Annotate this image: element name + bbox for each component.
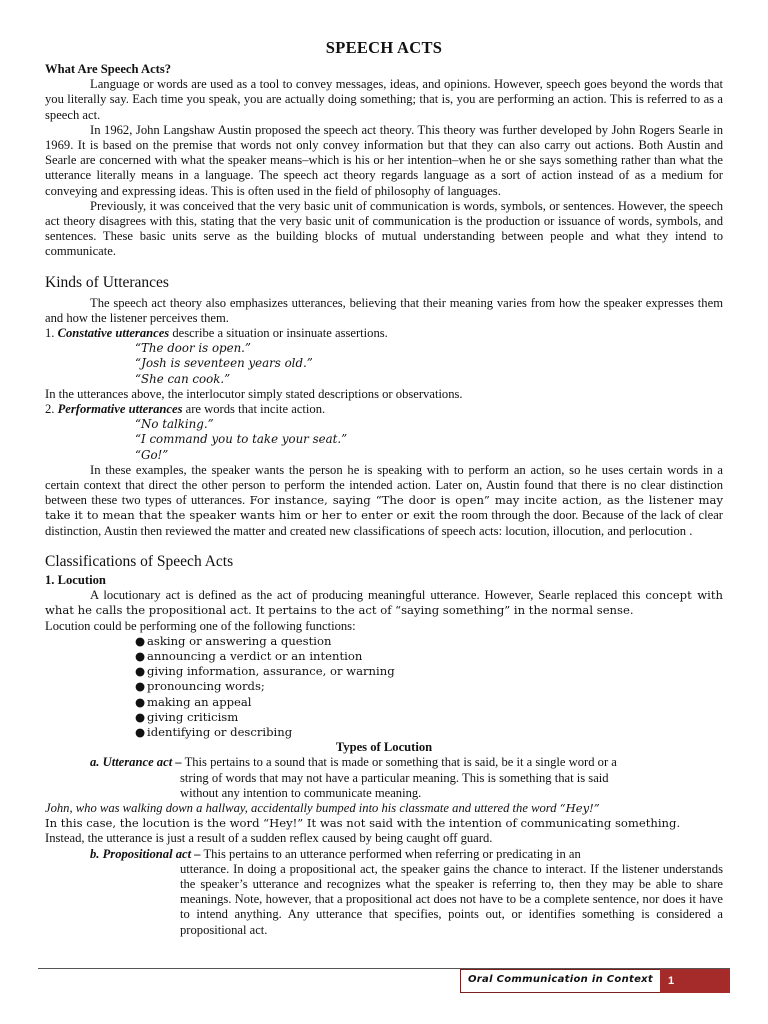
constative-number: 1.: [45, 326, 55, 341]
bullet-icon: ●: [135, 633, 146, 648]
bullet-icon: ●: [135, 679, 146, 694]
utterance-act-example: John, who was walking down a hallway, accidentally bumped into his classmate and uttered the word “Hey!”: [45, 800, 600, 815]
utterance-act-line-1: a. Utterance act – This pertains to a sound that is made or something that is said, be it a single word or a: [90, 755, 617, 770]
performative-description: are words that incite action.: [185, 402, 326, 417]
propositional-act-line-1: b. Propositional act – This pertains to an utterance performed when referring or predicating in an: [90, 846, 581, 861]
page-title: SPEECH ACTS: [325, 38, 443, 57]
list-item: ● identifying or describing: [135, 724, 293, 739]
locution-subheading: 1. Locution: [45, 572, 106, 587]
list-item: ● giving information, assurance, or warning: [135, 664, 395, 679]
propositional-act-body: utterance. In doing a propositional act, the speaker gains the chance to interact. If the listener understands the speaker’s utterance and recognizes what the speaker is referring to, then they may be able to share meanings. Note, however, that a propositional act does not have to be a complete sentence, nor does it have to intend anything. Any utterance that specifies, points out, or identifies something is considered a propositional act.: [180, 861, 723, 937]
utterance-act-explanation-1: In this case, the locution is the word “Hey!” It was not said with the intention of communicating something.: [45, 816, 681, 831]
footer-label: Oral Communication in Context: [468, 974, 654, 985]
bullet-icon: ●: [135, 724, 146, 739]
types-of-locution-heading: Types of Locution: [335, 740, 433, 755]
utterance-act-term: a. Utterance act –: [90, 755, 182, 770]
quote: “Josh is seventeen years old.”: [135, 356, 313, 371]
classifications-heading: Classifications of Speech Acts: [45, 552, 234, 570]
utterance-act-line-2: string of words that may not have a particular meaning. This is something that is said: [180, 770, 609, 785]
propositional-act-term: b. Propositional act –: [90, 846, 201, 861]
intro-paragraph-3: Previously, it was conceived that the very basic unit of communication is words, symbols, or sentences. However, the speech act theory disagrees with this, stating that the very basic unit of communication is the production or issuance of words, symbols, and sentences. These basic units serve as the building blocks of mutual understanding between people and what they intend to communicate.: [45, 198, 723, 259]
constative-description: describe a situation or insinuate assertions.: [172, 326, 388, 341]
locution-paragraph-b: concept with what he calls the propositional act. It pertains to the act of “saying something” in the normal sense.: [45, 588, 723, 618]
performative-number: 2.: [45, 402, 55, 417]
performative-item: [45, 402, 723, 417]
quote: “No talking.”: [135, 417, 214, 432]
constative-summary: In the utterances above, the interlocutor simply stated descriptions or observations.: [45, 386, 463, 401]
list-item: ● giving criticism: [135, 709, 239, 724]
quote: “Go!”: [135, 447, 169, 462]
quote: “She can cook.”: [135, 371, 231, 386]
locution-functions-list: [45, 634, 723, 740]
list-item: ● making an appeal: [135, 694, 252, 709]
kinds-paragraph-1: The speech act theory also emphasizes utterances, believing that their meaning varies from how the speaker expresses them and how the listener perceives them.: [45, 295, 723, 325]
performative-term: Performative utterances: [57, 402, 183, 417]
kinds-paragraph-2b: For instance, saying “The door is open” may incite action, as the listener may take it to mean that the speaker wants him or her to enter or exit the: [45, 493, 723, 523]
intro-paragraph-1: Language or words are used as a tool to convey messages, ideas, and opinions. However, speech goes beyond the words that you literally say. Each time you speak, you are actually doing something; that is, you are performing an action. This is referred to as a speech act.: [45, 77, 723, 122]
quote: “The door is open.”: [135, 341, 251, 356]
quote: “I command you to take your seat.”: [135, 432, 348, 447]
constative-item: [45, 326, 723, 341]
page-number: 1: [660, 969, 730, 993]
intro-paragraph-2: In 1962, John Langshaw Austin proposed the speech act theory. This theory was further developed by John Rogers Searle in 1969. It is based on the premise that words not only convey information but that they can also carry out actions. Both Austin and Searle are concerned with what the speaker means–which is his or her intention–when he or she says something rather than what the utterance literally means in a language. The speech act theory regards language as a sort of action instead of as a medium for conveying and expressing ideas. This is often used in the field of philosophy of languages.: [45, 122, 723, 198]
intro-heading: What Are Speech Acts?: [45, 62, 172, 76]
kinds-heading: Kinds of Utterances: [45, 273, 169, 291]
kinds-paragraph-2c: room through the door. Because of the lack of clear distinction, Austin then reviewed the matter and created new classifications of speech acts: locution, illocution, and perlocution .: [45, 508, 724, 538]
bullet-icon: ●: [135, 664, 146, 679]
locution-paragraph-a: A locutionary act is defined as the act of producing meaningful utterance. However, Searle replaced this: [90, 588, 641, 603]
kinds-paragraph-2: [45, 463, 723, 539]
constative-term: Constative utterances: [57, 326, 170, 341]
locution-functions-intro: Locution could be performing one of the following functions:: [45, 618, 356, 633]
bullet-icon: ●: [135, 694, 146, 709]
utterance-act-explanation-2: Instead, the utterance is just a result of a sudden reflex caused by being caught off guard.: [45, 831, 493, 846]
list-item: ● announcing a verdict or an intention: [135, 648, 363, 663]
bullet-icon: ●: [135, 648, 146, 663]
document-page: [45, 38, 723, 938]
locution-paragraph: [45, 588, 723, 618]
list-item: ● asking or answering a question: [135, 633, 332, 648]
utterance-act-line-3: without any intention to communicate meaning.: [180, 785, 422, 800]
list-item: ● pronouncing words;: [135, 679, 265, 694]
kinds-paragraph-2a: In these examples, the speaker wants the person he is speaking with to perform an action, so he uses certain words in a certain context that direct the other person to perform the intended action. Later on, Austin found that there is no clear distinction between these two types of utterances.: [45, 462, 723, 508]
bullet-icon: ●: [135, 709, 146, 724]
